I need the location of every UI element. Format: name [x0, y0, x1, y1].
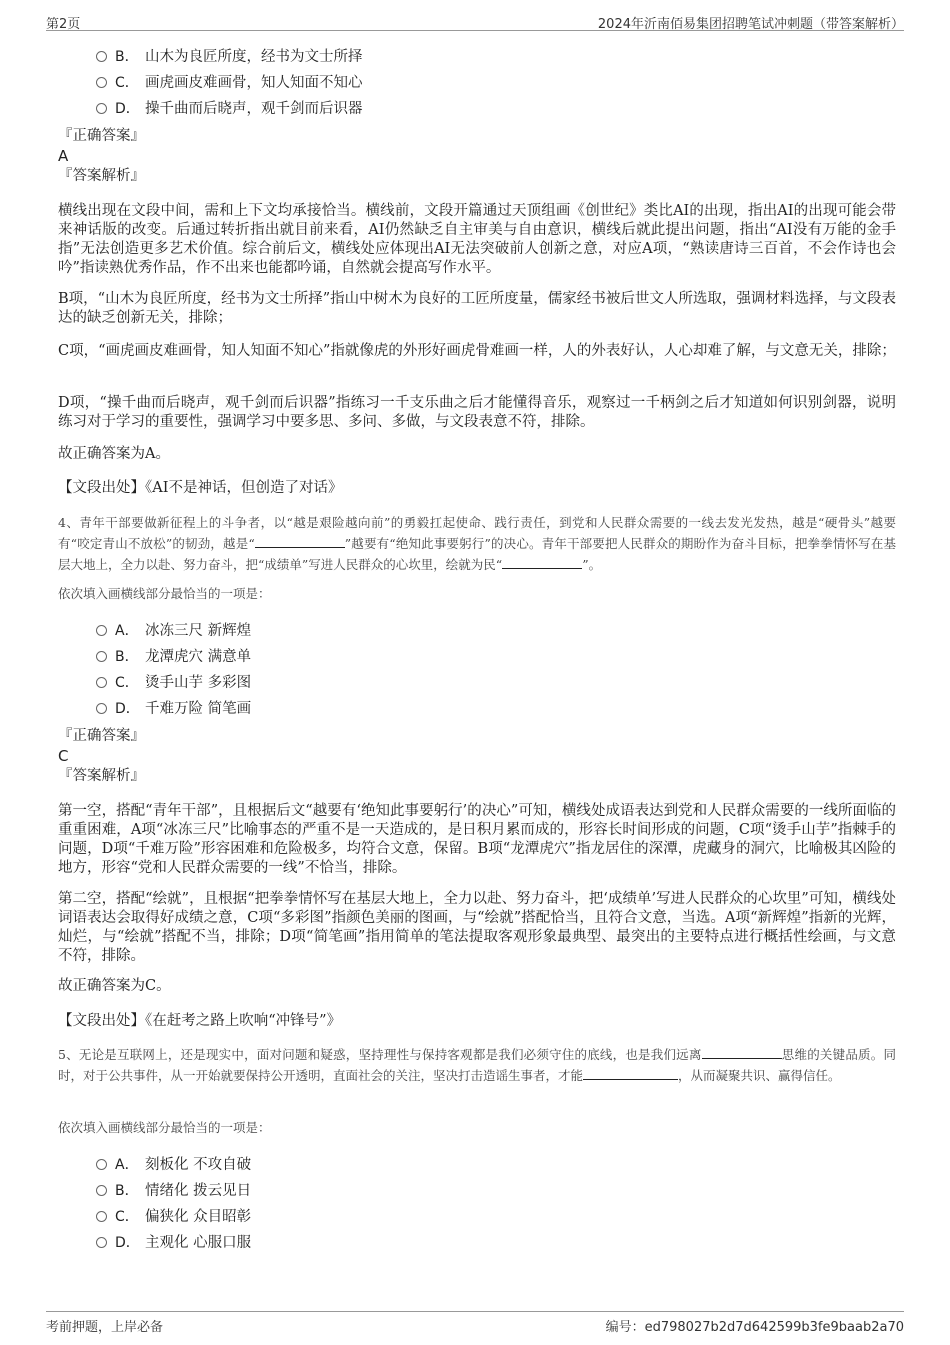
radio-icon[interactable]	[96, 1185, 107, 1196]
q5-option-b[interactable]: B． 情绪化 拨云见日	[96, 1180, 251, 1202]
radio-icon[interactable]	[96, 77, 107, 88]
q5-option-c[interactable]: C． 偏狭化 众目昭彰	[96, 1206, 251, 1228]
q5-stem: 5、无论是互联网上，还是现实中，面对问题和疑惑，坚持理性与保持客观都是我们必须守住的底线，也是我们远离 思维的关键品质。同时，对于公共事件，从一开始就要保持公开透明，直面社会的关注，坚决打击造谣生事者，才能 ，从而凝聚共识、赢得信任。	[58, 1044, 896, 1086]
q3-analysis-para-2: B项，“山木为良匠所度，经书为文士所择”指山中树木为良好的工匠所度量，儒家经书被后世文人所选取，强调材料选择，与文段表达的缺乏创新无关，排除；	[58, 291, 896, 326]
q4-analysis-para-1: 第一空，搭配“青年干部”，且根据后文“越要有‘绝知此事要躬行’的决心”可知，横线处成语表达到党和人民群众需要的一线所面临的重重困难，A项“冰冻三尺”比喻事态的严重不是一天造成的，是日积月累而成的，形容长时间形成的问题，C项“烫手山芋”指棘手的问题，D项“千难万险”形容困难和危险极多，均符合文意，保留。B项“龙潭虎穴”指龙居住的深潭，虎藏身的洞穴，比喻极其凶险的地方，形容“党和人民群众需要的一线”不恰当，排除。	[58, 803, 896, 876]
q4-option-b[interactable]: B． 龙潭虎穴 满意单	[96, 646, 251, 668]
blank-1[interactable]	[255, 533, 345, 548]
q3-conclusion: 故正确答案为A。	[58, 446, 170, 462]
q4-option-c[interactable]: C． 烫手山芋 多彩图	[96, 672, 251, 694]
radio-icon[interactable]	[96, 677, 107, 688]
q3-option-b[interactable]: B． 山木为良匠所度，经书为文士所择	[96, 46, 363, 68]
page-header	[46, 10, 904, 31]
blank-2[interactable]	[583, 1065, 678, 1080]
document-title: 2024年沂南佰易集团招聘笔试冲刺题（带答案解析）	[597, 17, 904, 32]
q3-option-c[interactable]: C． 画虎画皮难画骨，知人知面不知心	[96, 72, 363, 94]
q4-option-d[interactable]: D． 千难万险 简笔画	[96, 698, 251, 720]
radio-icon[interactable]	[96, 51, 107, 62]
radio-icon[interactable]	[96, 703, 107, 714]
q3-answer: A	[58, 147, 69, 165]
q4-prompt: 依次填入画横线部分最恰当的一项是：	[58, 586, 271, 601]
q4-analysis-para-2: 第二空，搭配“绘就”，且根据“把拳拳情怀写在基层大地上，全力以赴、努力奋斗，把‘成绩单’写进人民群众的心坎里”可知，横线处词语表达会取得好成绩之意，C项“多彩图”指颜色美丽的图画，与“绘就”搭配恰当，且符合文意，当选。A项“新辉煌”指新的光辉，灿烂，与“绘就”搭配不当，排除；D项“简笔画”指用简单的笔法提取客观形象最典型、最突出的主要特点进行概括性绘画，与文意不符，排除。	[58, 891, 896, 964]
q4-answer-label: 『正确答案』	[58, 728, 145, 744]
radio-icon[interactable]	[96, 625, 107, 636]
radio-icon[interactable]	[96, 651, 107, 662]
q5-option-a[interactable]: A． 刻板化 不攻自破	[96, 1154, 251, 1176]
q4-stem: 4、青年干部要做新征程上的斗争者，以“越是艰险越向前”的勇毅扛起使命、践行责任，到党和人民群众需要的一线去发光发热，越是“硬骨头”越要有“咬定青山不放松”的韧劲，越是“ ”越要有“绝知此事要躬行”的决心。青年干部要把人民群众的期盼作为奋斗目标，把拳拳情怀写在基层大地上，全力以赴、努力奋斗，把“成绩单”写进人民群众的心坎里，绘就为民“ ”。	[58, 515, 896, 572]
q3-answer-label: 『正确答案』	[58, 128, 145, 144]
radio-icon[interactable]	[96, 1159, 107, 1170]
q3-analysis-para-3: C项，“画虎画皮难画骨，知人知面不知心”指就像虎的外形好画虎骨难画一样，人的外表好认，人心却难了解，与文意无关，排除；	[58, 343, 896, 359]
q3-analysis-label: 『答案解析』	[58, 168, 145, 184]
radio-icon[interactable]	[96, 103, 107, 114]
q3-option-d[interactable]: D． 操千曲而后晓声，观千剑而后识器	[96, 98, 363, 120]
footer-slogan: 考前押题，上岸必备	[46, 1320, 164, 1335]
q4-source: 【文段出处】《在赶考之路上吹响“冲锋号”》	[58, 1013, 342, 1029]
page-footer	[46, 1311, 904, 1334]
q3-source: 【文段出处】《AI不是神话，但创造了对话》	[58, 480, 343, 496]
blank-1[interactable]	[702, 1044, 782, 1059]
q3-analysis-para-4: D项，“操千曲而后晓声，观千剑而后识器”指练习一千支乐曲之后才能懂得音乐，观察过一千柄剑之后才知道如何识别剑器，说明练习对于学习的重要性，强调学习中要多思、多问、多做，与文段表意不符，排除。	[58, 395, 896, 430]
q4-answer: C	[58, 747, 69, 765]
radio-icon[interactable]	[96, 1237, 107, 1248]
document-id: 编号：ed798027b2d7d642599b3fe9baab2a70	[605, 1320, 904, 1335]
radio-icon[interactable]	[96, 1211, 107, 1222]
q4-conclusion: 故正确答案为C。	[58, 978, 171, 994]
q3-analysis-para-1: 横线出现在文段中间，需和上下文均承接恰当。横线前，文段开篇通过天顶组画《创世纪》类比AI的出现，指出AI的出现可能会带来神话版的改变。后通过转折指出就目前来看，AI仍然缺乏自主审美与自由意识，横线后就此提出问题，指出“AI没有万能的金手指”无法创造更多艺术价值。综合前后文，横线处应体现出AI无法突破前人创新之意，对应A项，“熟读唐诗三百首，不会作诗也会吟”指读熟优秀作品，作不出来也能都吟诵，自然就会提高写作水平。	[58, 203, 896, 276]
q4-option-a[interactable]: A． 冰冻三尺 新辉煌	[96, 620, 251, 642]
blank-2[interactable]	[502, 554, 582, 569]
q5-prompt: 依次填入画横线部分最恰当的一项是：	[58, 1120, 271, 1135]
q4-analysis-label: 『答案解析』	[58, 768, 145, 784]
q5-option-d[interactable]: D． 主观化 心服口服	[96, 1232, 251, 1254]
page-number: 第2页	[46, 17, 81, 32]
